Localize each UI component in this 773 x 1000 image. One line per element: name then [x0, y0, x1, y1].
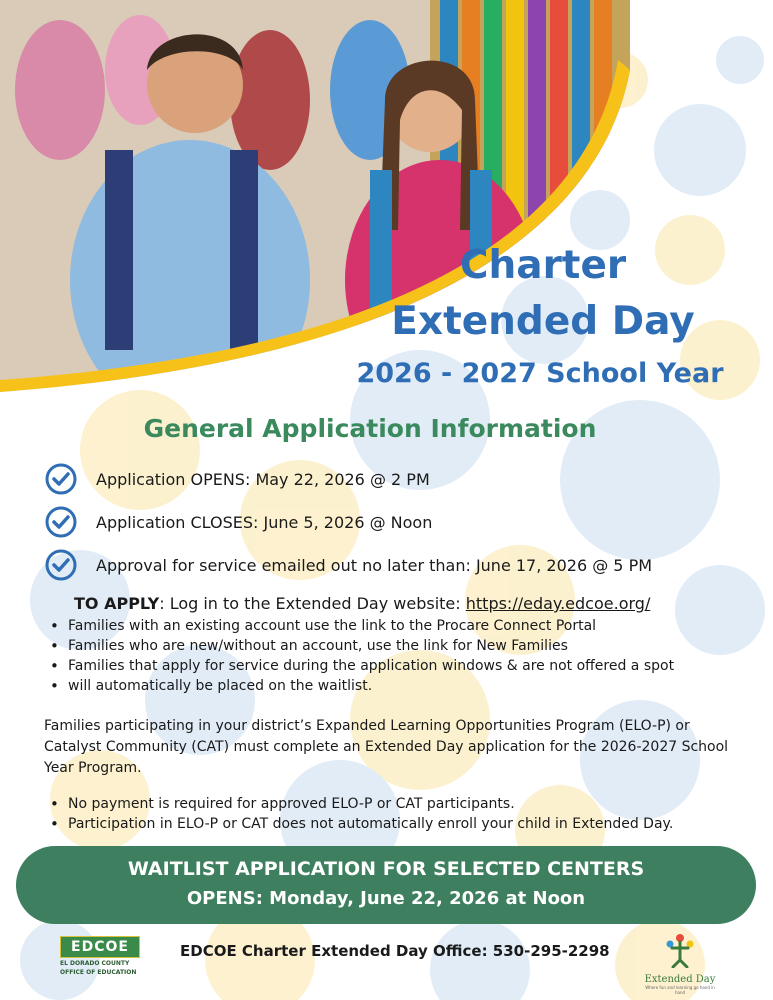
extended-day-label: Extended Day	[644, 974, 716, 985]
checklist-text: Application OPENS: May 22, 2026 @ 2 PM	[96, 469, 430, 489]
banner-line-2: OPENS: Monday, June 22, 2026 at Noon	[186, 888, 586, 909]
list-item: • Families who are new/without an account, use the link for New Families	[48, 636, 674, 656]
elop-cat-paragraph: Families participating in your district’s Expanded Learning Opportunities Program (ELO-P) or Catalyst Community (CAT) must complete an Extended Day application for the 2026-2027 School Year Program.	[44, 718, 729, 776]
extended-day-tagline: Where fun and learning go hand in hand	[645, 985, 715, 995]
school-year-title: 2026 - 2027 School Year	[356, 358, 724, 389]
list-item: • Families with an existing account use the link to the Procare Connect Portal	[48, 616, 674, 636]
list-item: • Participation in ELO-P or CAT does not automatically enroll your child in Extended Day.	[48, 814, 673, 834]
checklist-item	[44, 505, 432, 539]
list-item-continuation: • will automatically be placed on the waitlist.	[48, 676, 674, 696]
extended-day-logo	[640, 930, 720, 995]
edcoe-logo-sub1: EL DORADO COUNTY	[60, 960, 130, 967]
checklist-item	[44, 462, 430, 496]
checklist-text: Approval for service emailed out no later than: June 17, 2026 @ 5 PM	[96, 555, 653, 575]
title-block	[353, 238, 733, 350]
office-phone: EDCOE Charter Extended Day Office: 530-295-2298	[180, 942, 610, 960]
checklist-item	[44, 548, 652, 582]
check-circle-icon	[44, 505, 78, 539]
section-heading: General Application Information	[143, 414, 597, 443]
eday-website-link[interactable]: https://eday.edcoe.org/	[465, 594, 651, 613]
waitlist-banner	[16, 846, 756, 924]
banner-line-1: WAITLIST APPLICATION FOR SELECTED CENTERS	[127, 858, 645, 880]
title-line-1: Charter	[459, 243, 627, 288]
edcoe-logo-text: EDCOE	[60, 936, 140, 958]
apply-instructions	[74, 594, 650, 613]
apply-text: : Log in to the Extended Day website:	[159, 594, 466, 613]
note-bullets	[48, 794, 673, 834]
check-circle-icon	[44, 548, 78, 582]
edcoe-logo-icon	[60, 936, 140, 976]
checklist-text: Application CLOSES: June 5, 2026 @ Noon	[96, 512, 433, 532]
list-item: • No payment is required for approved ELO-P or CAT participants.	[48, 794, 673, 814]
title-line-2: Extended Day	[391, 299, 695, 344]
edcoe-logo-sub2: OFFICE OF EDUCATION	[60, 969, 137, 976]
apply-bullets	[48, 616, 674, 696]
list-item: • Families that apply for service during the application windows & are not offered a spot	[48, 656, 674, 676]
apply-label: TO APPLY	[74, 594, 160, 613]
check-circle-icon	[44, 462, 78, 496]
extended-day-logo-icon	[660, 930, 700, 968]
